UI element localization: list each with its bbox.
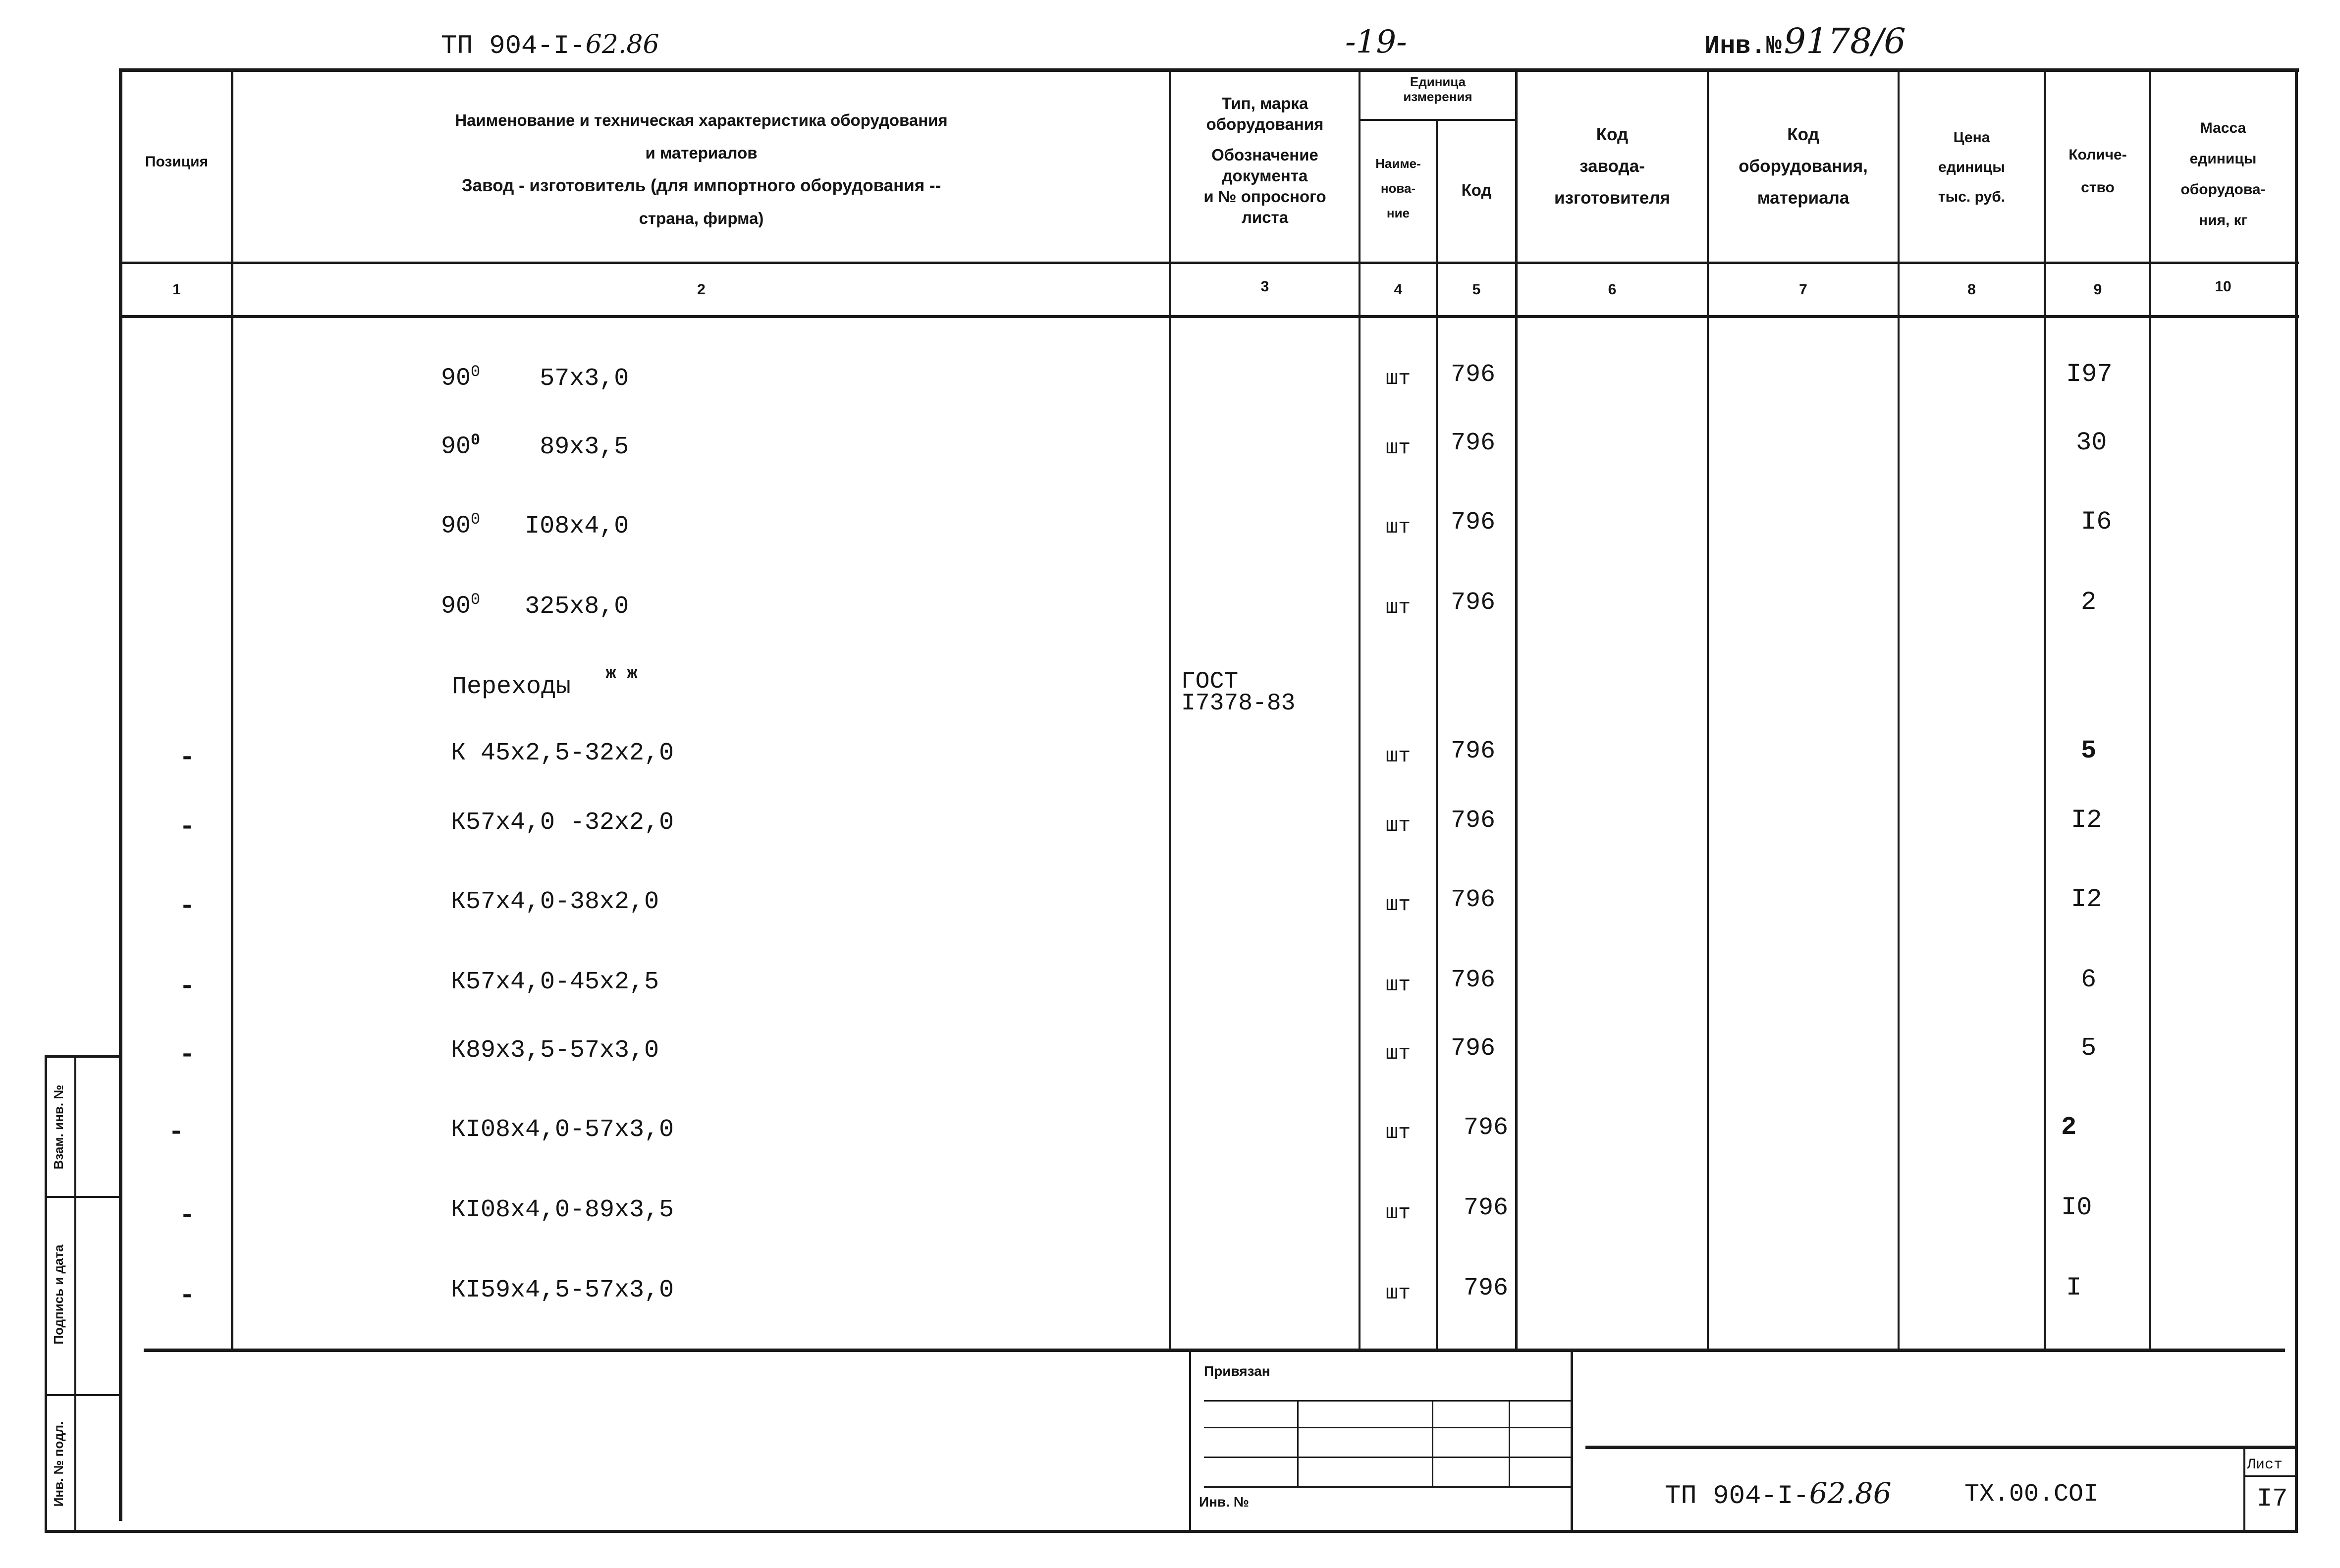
gost-reference	[1181, 668, 1296, 717]
col-type-line1: Тип, марка	[1221, 94, 1308, 112]
table-row-7-qty: I2	[2071, 885, 2102, 914]
table-row-9-unit: шт	[1385, 1041, 1411, 1065]
col-quantity-line2: ство	[2081, 179, 2115, 196]
table-row-4-unit: шт	[1385, 595, 1411, 619]
table-row-5-pos: -	[179, 743, 195, 772]
stamp-right-title-line	[1585, 1446, 2295, 1449]
table-row-2-unit: шт	[1385, 436, 1411, 460]
col-divider-7	[1898, 68, 1900, 1349]
table-row-8-unit: шт	[1385, 973, 1411, 997]
side-strip-outer-left	[45, 1055, 47, 1533]
col-unit-name-header	[1360, 151, 1436, 225]
col-factory-code-line1: Код	[1596, 125, 1629, 144]
table-row-6-unit: шт	[1385, 813, 1411, 837]
stamp-grid-v2	[1432, 1400, 1433, 1486]
inventory-number	[1704, 21, 1906, 61]
col-mass-line2: единицы	[2189, 151, 2257, 167]
col-divider-3	[1359, 68, 1360, 1349]
table-row-6-pos: -	[179, 812, 195, 842]
col-number-2: 2	[697, 281, 706, 298]
col-number-3: 3	[1260, 278, 1269, 295]
col-name-header	[233, 104, 1169, 235]
col-mass-line4: ния, кг	[2198, 212, 2248, 228]
stamp-grid-h4	[1204, 1486, 1571, 1488]
col-divider-6	[1707, 68, 1709, 1349]
table-row-11-unit: шт	[1385, 1201, 1411, 1225]
col-number-1: 1	[172, 281, 181, 298]
table-row-12-code: 796	[1464, 1274, 1509, 1302]
table-row-6-code: 796	[1451, 807, 1496, 835]
stamp-doc-code: ТХ.00.СОI	[1964, 1480, 2099, 1509]
col-factory-code-header	[1518, 119, 1707, 214]
group-heading-reducers	[452, 663, 638, 701]
table-row-10-unit: шт	[1385, 1121, 1411, 1144]
col-unit-name-line1: Наиме-	[1375, 156, 1421, 171]
table-row-2-degree: 0	[471, 431, 481, 449]
table-row-9-name: К89х3,5-57х3,0	[451, 1036, 659, 1065]
table-row-4-qty: 2	[2081, 588, 2097, 617]
table-row-2-size: 89х3,5	[540, 433, 629, 461]
number-row-bottom-line	[119, 315, 2299, 318]
table-row-1-angle: 90	[441, 364, 471, 393]
table-row-1-unit: шт	[1385, 367, 1411, 390]
stamp-left-border	[1189, 1349, 1191, 1530]
stamp-sheet-label: Лист	[2247, 1457, 2283, 1473]
col-type-line2: оборудования	[1206, 115, 1324, 133]
table-row-8-pos: -	[179, 972, 195, 1001]
col-equipment-code-header	[1709, 119, 1898, 214]
stamp-privyazan: Привязан	[1204, 1363, 1270, 1379]
table-row-4-angle: 90	[441, 592, 471, 621]
table-row-7-unit: шт	[1385, 893, 1411, 917]
table-row-5-code: 796	[1451, 737, 1496, 765]
table-row-6-qty: I2	[2071, 806, 2102, 835]
col-type-line3: Обозначение	[1211, 146, 1318, 164]
frame-right	[2295, 68, 2298, 1532]
table-row-4-name	[441, 591, 629, 621]
col-equipment-code-line1: Код	[1787, 125, 1819, 144]
table-row-3-angle: 90	[441, 512, 471, 541]
col-number-4: 4	[1394, 281, 1403, 298]
col-mass-line3: оборудова-	[2180, 181, 2266, 198]
table-row-6-name: К57х4,0 -32х2,0	[451, 809, 674, 837]
stamp-grid-v1	[1297, 1400, 1299, 1486]
col-name-line3: Завод - изготовитель (для импортного оборудования --	[461, 176, 941, 195]
frame-left	[119, 68, 122, 1521]
col-price-line1: Цена	[1953, 129, 1990, 146]
col-number-9: 9	[2093, 281, 2102, 298]
inv-label: Инв.№	[1704, 32, 1782, 61]
col-position-label: Позиция	[145, 154, 209, 170]
stamp-doc-prefix: ТП 904-I-	[1665, 1481, 1809, 1512]
stamp-grid-v3	[1509, 1400, 1510, 1486]
frame-top	[119, 68, 2299, 72]
doc-handwritten: 62.86	[585, 30, 659, 59]
table-row-10-pos: -	[168, 1118, 184, 1147]
table-row-8-name: К57х4,0-45х2,5	[451, 968, 659, 996]
col-number-8: 8	[1967, 281, 1976, 298]
col-factory-code-line3: изготовителя	[1554, 188, 1670, 208]
table-row-2-code: 796	[1451, 429, 1496, 457]
col-mass-header	[2151, 113, 2295, 236]
col-name-line2: и материалов	[645, 144, 758, 162]
table-row-5-unit: шт	[1385, 744, 1411, 768]
unit-group-line1: Единица	[1410, 74, 1466, 89]
col-type-line5: и № опросного	[1203, 187, 1326, 206]
table-row-7-name: К57х4,0-38х2,0	[451, 888, 659, 916]
table-row-1-code: 796	[1451, 361, 1496, 389]
stamp-grid-h3	[1204, 1457, 1571, 1458]
side-label-podpis: Подпись и дата	[51, 1244, 66, 1345]
stamp-sheet-number: I7	[2257, 1484, 2288, 1514]
table-row-11-name: КI08х4,0-89х3,5	[451, 1196, 674, 1224]
col-divider-4	[1436, 119, 1438, 1349]
table-row-1-name	[441, 363, 629, 393]
col-position-header	[122, 151, 231, 173]
col-price-line3: тыс. руб.	[1938, 189, 2006, 205]
table-row-5-qty: 5	[2081, 736, 2097, 765]
body-bottom-line	[144, 1349, 2285, 1352]
stamp-sheet-divider	[2243, 1446, 2245, 1530]
col-number-10: 10	[2215, 278, 2231, 295]
table-row-8-qty: 6	[2081, 965, 2097, 994]
table-row-7-pos: -	[179, 892, 195, 921]
col-type-line4: документа	[1222, 166, 1308, 185]
table-row-9-qty: 5	[2081, 1033, 2097, 1063]
table-row-12-unit: шт	[1385, 1281, 1411, 1305]
col-unit-name-line2: нова-	[1380, 181, 1416, 196]
col-unit-name-line3: ние	[1386, 206, 1410, 220]
gost-line1: ГОСТ	[1181, 668, 1239, 695]
table-row-12-qty: I	[2066, 1273, 2082, 1302]
table-row-11-code: 796	[1464, 1194, 1509, 1222]
table-row-3-name	[441, 510, 629, 541]
stamp-middle-border	[1571, 1349, 1573, 1530]
stamp-designation	[1665, 1476, 1892, 1512]
col-name-line1: Наименование и техническая характеристика оборудования	[455, 111, 948, 129]
stamp-inv-no: Инв. №	[1199, 1494, 1250, 1510]
page-number: -19-	[1345, 24, 1407, 60]
stamp-sheet-h	[2243, 1475, 2295, 1477]
table-row-9-pos: -	[179, 1040, 195, 1070]
table-row-9-code: 796	[1451, 1034, 1496, 1063]
side-label-vzam: Взам. инв. №	[51, 1084, 66, 1170]
col-name-line4: страна, фирма)	[639, 209, 764, 227]
gost-line2: I7378-83	[1181, 690, 1296, 717]
group-heading-marks: ж ж	[605, 663, 638, 684]
table-row-4-degree: 0	[471, 591, 481, 609]
col-quantity-line1: Количе-	[2068, 147, 2127, 163]
table-row-3-qty: I6	[2081, 507, 2112, 537]
table-row-2-angle: 90	[441, 433, 471, 461]
table-row-11-pos: -	[179, 1201, 195, 1230]
col-equipment-code-line2: оборудования,	[1739, 157, 1868, 176]
col-number-5: 5	[1472, 281, 1481, 298]
col-price-line2: единицы	[1938, 159, 2005, 175]
table-row-3-code: 796	[1451, 508, 1496, 537]
stamp-grid-h1	[1204, 1400, 1571, 1402]
table-row-1-size: 57х3,0	[540, 364, 629, 393]
col-type-line6: листа	[1241, 208, 1289, 226]
group-heading-label: Переходы	[452, 673, 571, 701]
col-number-6: 6	[1608, 281, 1617, 298]
side-strip-inner	[74, 1055, 76, 1533]
table-row-2-qty: 30	[2076, 428, 2107, 457]
table-row-2-name	[441, 431, 629, 461]
table-row-4-code: 796	[1451, 589, 1496, 617]
doc-designation-top	[441, 30, 659, 61]
table-row-3-unit: шт	[1385, 515, 1411, 539]
table-row-10-code: 796	[1464, 1114, 1509, 1142]
frame-bottom	[45, 1530, 2298, 1533]
table-row-4-size: 325х8,0	[525, 592, 629, 621]
col-unit-code-label: Код	[1461, 181, 1492, 199]
col-factory-code-line2: завода-	[1579, 157, 1645, 176]
col-number-7: 7	[1799, 281, 1807, 298]
table-row-8-code: 796	[1451, 966, 1496, 994]
col-divider-1	[231, 68, 233, 1349]
doc-prefix: ТП 904-I-	[441, 31, 586, 61]
table-row-3-degree: 0	[471, 510, 481, 529]
col-divider-2	[1169, 68, 1171, 1349]
unit-group-header	[1360, 74, 1515, 104]
table-row-1-degree: 0	[471, 363, 481, 381]
table-row-7-code: 796	[1451, 886, 1496, 914]
table-row-11-qty: I0	[2061, 1193, 2092, 1222]
table-row-10-qty: 2	[2061, 1113, 2077, 1142]
table-row-3-size: I08х4,0	[525, 512, 629, 541]
table-row-12-name: КI59х4,5-57х3,0	[451, 1276, 674, 1304]
header-bottom-line	[119, 262, 2299, 264]
table-row-1-qty: I97	[2066, 360, 2113, 389]
col-equipment-code-line3: материала	[1757, 188, 1850, 208]
col-mass-line1: Масса	[2200, 120, 2246, 136]
stamp-grid-h2	[1204, 1427, 1571, 1428]
inv-handwritten: 9178/6	[1784, 21, 1906, 61]
col-type-header	[1171, 93, 1359, 228]
table-row-10-name: КI08х4,0-57х3,0	[451, 1116, 674, 1144]
side-label-inv-podl: Инв. № подл.	[51, 1421, 66, 1507]
stamp-doc-handwritten: 62.86	[1809, 1476, 1892, 1510]
col-price-header	[1900, 123, 2044, 212]
col-divider-8	[2044, 68, 2046, 1349]
unit-group-line2: измерения	[1403, 89, 1472, 104]
col-quantity-header	[2046, 139, 2149, 204]
table-row-12-pos: -	[179, 1281, 195, 1310]
col-divider-9	[2149, 68, 2151, 1349]
table-row-5-name: К 45х2,5-32х2,0	[451, 739, 674, 767]
col-divider-5	[1515, 68, 1518, 1349]
col-unit-code-header	[1438, 179, 1515, 201]
